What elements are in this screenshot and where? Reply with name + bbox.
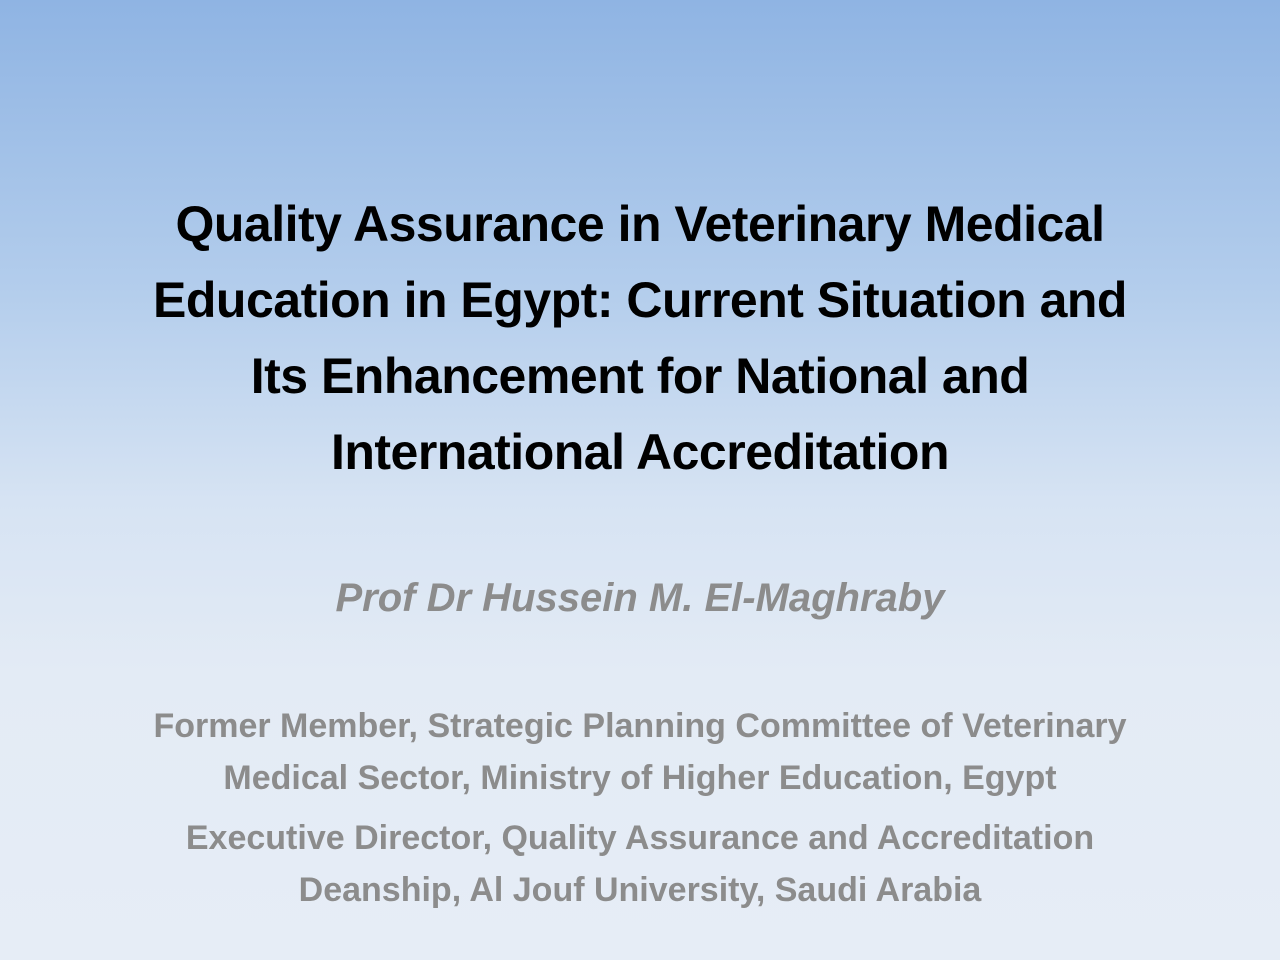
slide-title [60,186,1220,490]
title-line: Its Enhancement for National and [250,348,1030,404]
affiliation-line: Former Member, Strategic Planning Committee of Veterinary [153,707,1127,745]
affiliation-line: Executive Director, Quality Assurance and Accreditation [185,819,1095,857]
author-name: Prof Dr Hussein M. El-Maghraby [335,576,945,620]
affiliation-executive-director [40,812,1240,916]
title-line: Education in Egypt: Current Situation and [153,272,1127,328]
affiliation-line: Deanship, Al Jouf University, Saudi Arabia [298,871,982,909]
title-line: International Accreditation [330,424,950,480]
affiliation-line: Medical Sector, Ministry of Higher Education, Egypt [223,759,1057,797]
affiliation-former-member [40,700,1240,804]
title-line: Quality Assurance in Veterinary Medical [175,196,1105,252]
